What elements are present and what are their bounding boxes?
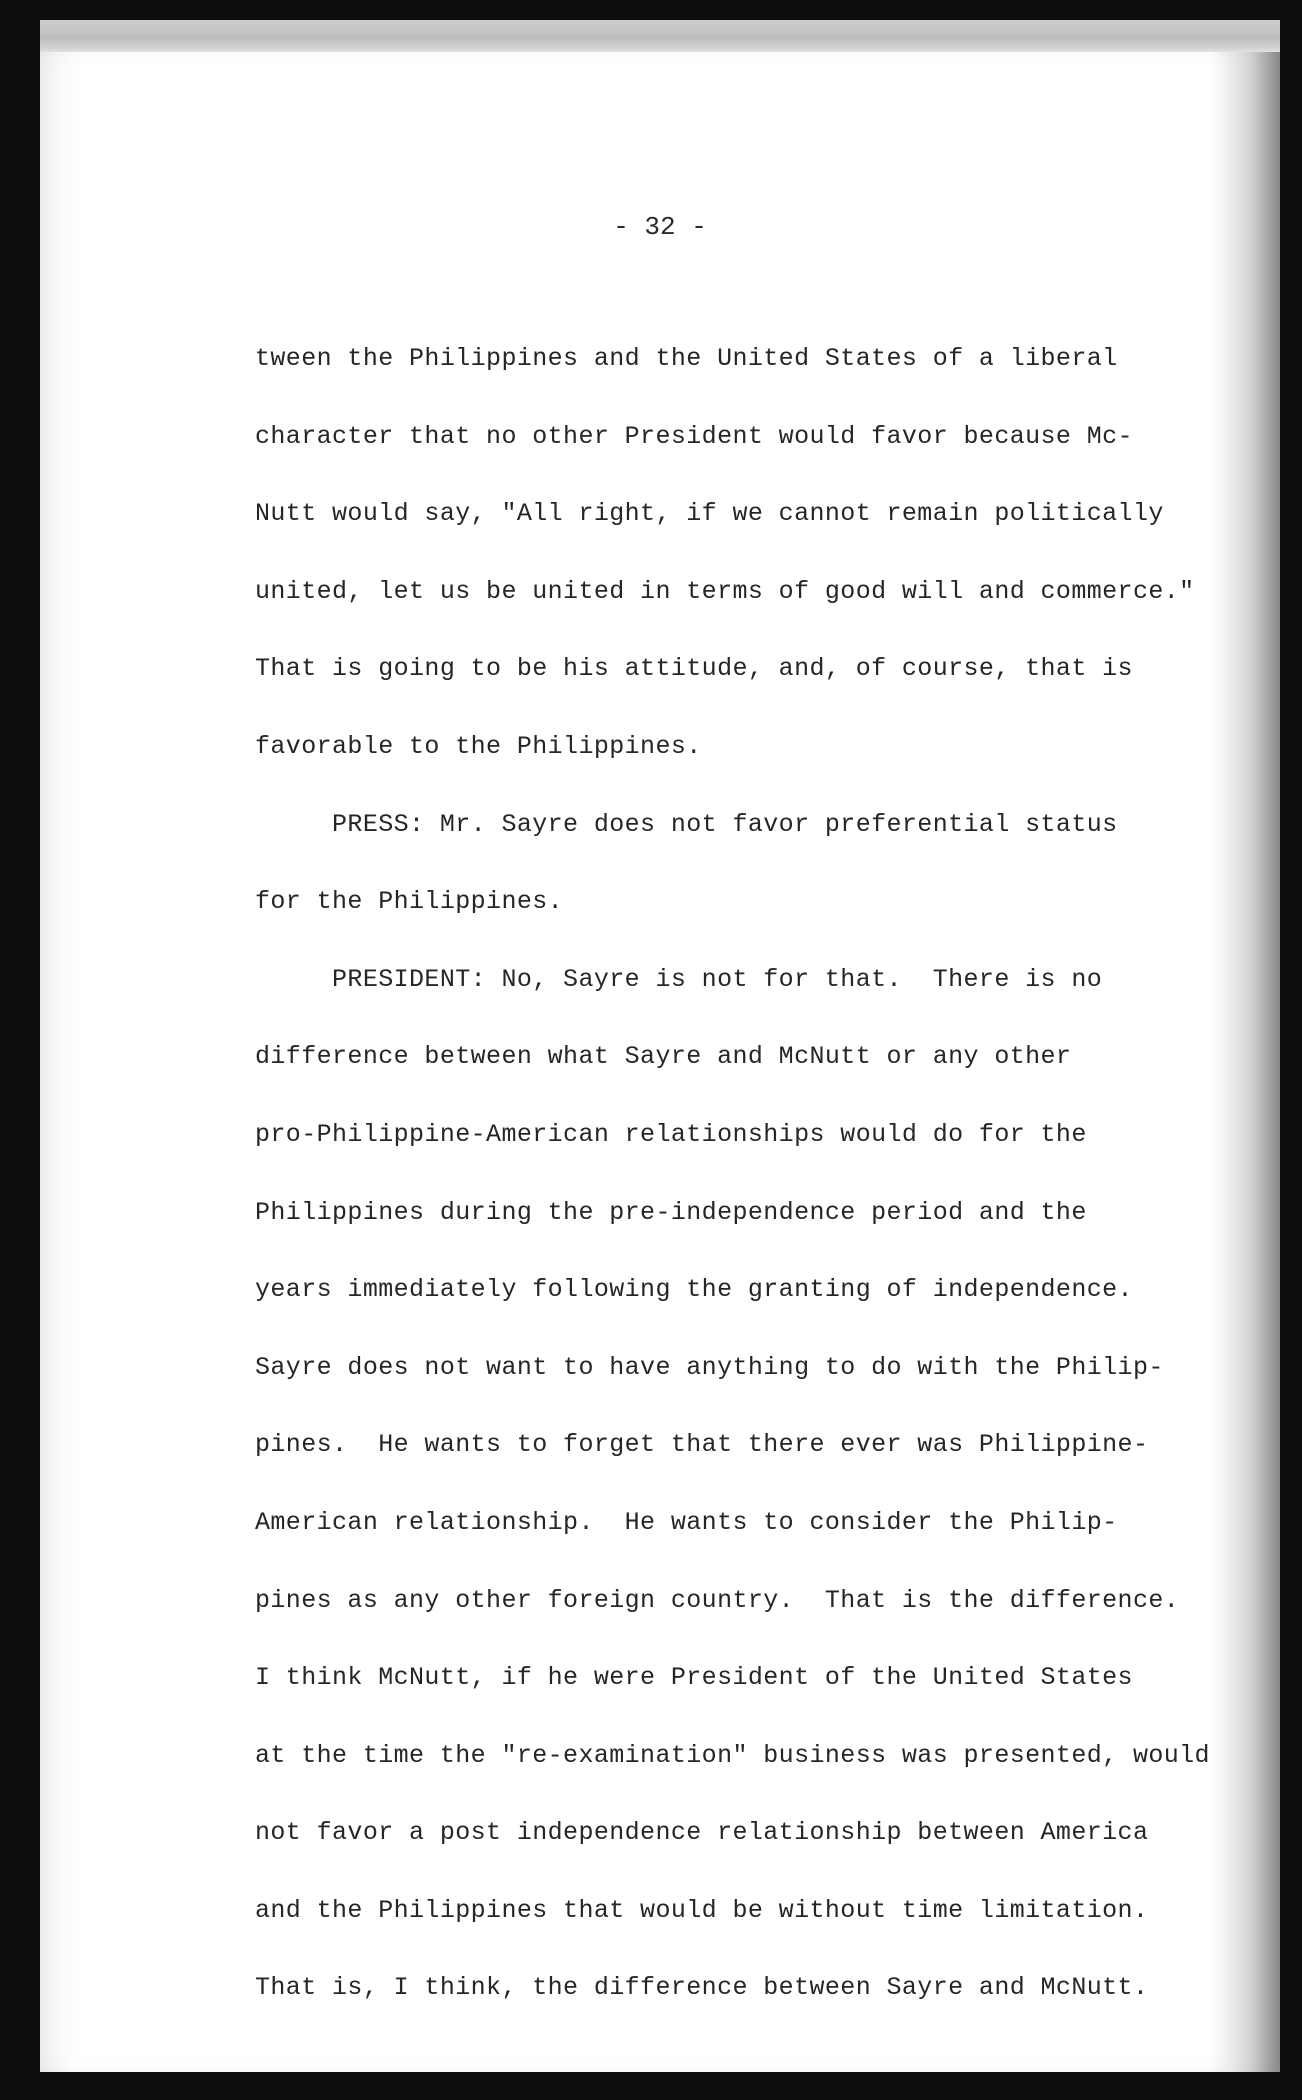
text-line: favorable to the Philippines.: [255, 731, 702, 761]
text-line: Sayre does not want to have anything to do with the Philip-: [255, 1352, 1164, 1382]
text-line: PRESIDENT: No, Sayre is not for that. There is no: [255, 964, 1103, 994]
text-line: I think McNutt, if he were President of the United States: [255, 1663, 1133, 1693]
text-line: tween the Philippines and the United States of a liberal: [255, 344, 1118, 373]
text-line: not favor a post independence relationship between America: [255, 1818, 1149, 1848]
text-line: pines as any other foreign country. That is the difference.: [255, 1585, 1180, 1615]
document-page: [40, 52, 1280, 2072]
top-paper-edge: [40, 20, 1280, 56]
text-line: That is, I think, the difference between Sayre and McNutt.: [255, 1973, 1149, 2003]
page-number: - 32 -: [613, 212, 707, 242]
text-line: for the Philippines.: [255, 887, 564, 917]
text-line: difference between what Sayre and McNutt or any other: [255, 1042, 1072, 1072]
text-line: at the time the "re-examination" business was presented, would: [255, 1740, 1210, 1770]
text-line: character that no other President would favor because Mc-: [255, 421, 1133, 451]
text-line: united, let us be united in terms of good will and commerce.": [255, 576, 1195, 606]
text-line: pro-Philippine-American relationships would do for the: [255, 1119, 1087, 1149]
body-text: [255, 339, 1255, 2046]
text-line: pines. He wants to forget that there ever was Philippine-: [255, 1430, 1149, 1460]
text-line: Nutt would say, "All right, if we cannot remain politically: [255, 499, 1164, 529]
text-line: Philippines during the pre-independence period and the: [255, 1197, 1087, 1227]
text-line: PRESS: Mr. Sayre does not favor preferential status: [255, 809, 1118, 839]
text-line: years immediately following the granting of independence.: [255, 1275, 1133, 1305]
text-line: American relationship. He wants to consider the Philip-: [255, 1507, 1118, 1537]
text-line: That is going to be his attitude, and, of course, that is: [255, 654, 1133, 684]
text-line: and the Philippines that would be without time limitation.: [255, 1895, 1149, 1925]
